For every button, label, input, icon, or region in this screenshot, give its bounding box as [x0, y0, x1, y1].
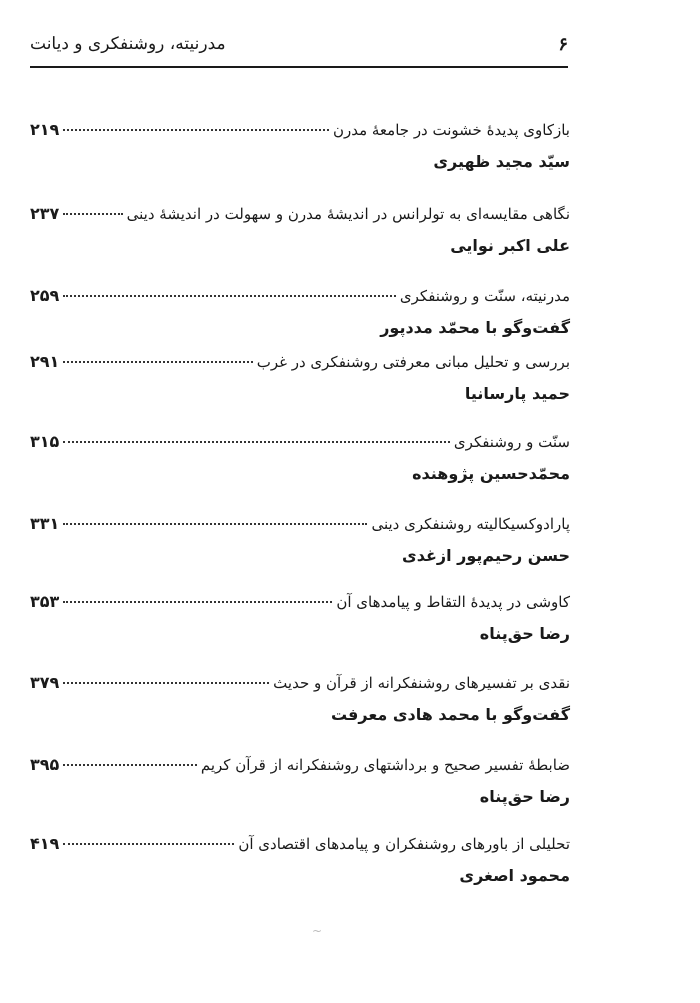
toc-title-row	[30, 592, 570, 618]
toc-title-row	[30, 286, 570, 312]
toc-entry[interactable]	[30, 352, 570, 422]
dot-leader	[63, 682, 269, 684]
toc-entry[interactable]	[30, 514, 570, 584]
toc-entry-page: ۲۹۱	[30, 352, 60, 371]
toc-entry-author: رضا حق‌پناه	[479, 787, 570, 806]
toc-entry[interactable]	[30, 286, 570, 356]
toc-entry-author: حسن رحیم‌پور ازغدی	[402, 546, 570, 565]
toc-entry[interactable]	[30, 834, 570, 904]
toc-title-row	[30, 514, 570, 540]
header-rule	[30, 66, 568, 68]
toc-entry[interactable]	[30, 592, 570, 662]
dot-leader	[63, 601, 332, 603]
dot-leader	[63, 523, 367, 525]
toc-entry[interactable]	[30, 755, 570, 825]
toc-entry-page: ۳۱۵	[30, 432, 60, 451]
toc-entry-title: سنّت و روشنفکری	[453, 433, 570, 451]
toc-entry-page: ۲۵۹	[30, 286, 60, 305]
toc-entry-page: ۳۷۹	[30, 673, 60, 692]
toc-title-row	[30, 432, 570, 458]
toc-entry-page: ۳۵۳	[30, 592, 60, 611]
dot-leader	[63, 295, 396, 297]
dot-leader	[63, 361, 252, 363]
toc-entry-title: نقدی بر تفسیرهای روشنفکرانه از قرآن و حدیث	[273, 674, 570, 692]
toc-entry-author: سیّد مجید ظهیری	[433, 152, 570, 171]
toc-entry-title: مدرنیته، سنّت و روشنفکری	[399, 287, 570, 305]
toc-entry-title: کاوشی در پدیدهٔ التقاط و پیامدهای آن	[336, 593, 570, 611]
toc-entry-author: علی اکبر نوایی	[450, 236, 570, 255]
toc-entry-page: ۳۹۵	[30, 755, 60, 774]
toc-title-row	[30, 204, 570, 230]
toc-entry-page: ۲۱۹	[30, 120, 60, 139]
toc-entry-page: ۴۱۹	[30, 834, 60, 853]
toc-entry-title: ضابطهٔ تفسیر صحیح و برداشتهای روشنفکرانه از قرآن کریم	[200, 756, 570, 774]
toc-entry[interactable]	[30, 120, 570, 190]
toc-entry-title: پارادوکسیکالیته روشنفکری دینی	[371, 515, 570, 533]
dot-leader	[63, 764, 197, 766]
toc-entry-title: تحلیلی از باورهای روشنفکران و پیامدهای اقتصادی آن	[238, 835, 570, 853]
dot-leader	[63, 213, 122, 215]
toc-title-row	[30, 673, 570, 699]
toc-title-row	[30, 120, 570, 146]
toc-title-row	[30, 834, 570, 860]
toc-title-row	[30, 755, 570, 781]
scan-mark: ~	[312, 924, 323, 938]
toc-entry-page: ۳۳۱	[30, 514, 60, 533]
toc-entry-author: محمّدحسین پژوهنده	[412, 464, 570, 483]
toc-entry-author: گفت‌وگو با محمّد مددپور	[380, 318, 570, 337]
toc-entry-title: بازکاوی پدیدهٔ خشونت در جامعهٔ مدرن	[332, 121, 570, 139]
running-title: مدرنیته، روشنفکری و دیانت	[30, 34, 226, 54]
dot-leader	[63, 129, 329, 131]
toc-entry-page: ۲۳۷	[30, 204, 60, 223]
toc-title-row	[30, 352, 570, 378]
toc-entry[interactable]	[30, 204, 570, 274]
toc-entry-title: بررسی و تحلیل مبانی معرفتی روشنفکری در غرب	[256, 353, 570, 371]
toc-entry-author: حمید پارسانیا	[464, 384, 570, 403]
page-header	[30, 30, 568, 66]
toc-entry-author: محمود اصغری	[459, 866, 570, 885]
toc-entry[interactable]	[30, 673, 570, 743]
dot-leader	[63, 843, 234, 845]
toc-entry[interactable]	[30, 432, 570, 502]
toc-entry-title: نگاهی مقایسه‌ای به تولرانس در اندیشهٔ مدرن و سهولت در اندیشهٔ دینی	[126, 205, 570, 223]
dot-leader	[63, 441, 450, 443]
toc-entry-author: رضا حق‌پناه	[479, 624, 570, 643]
page-number: ۶	[558, 34, 568, 55]
toc-entry-author: گفت‌وگو با محمد هادی معرفت	[330, 705, 570, 724]
